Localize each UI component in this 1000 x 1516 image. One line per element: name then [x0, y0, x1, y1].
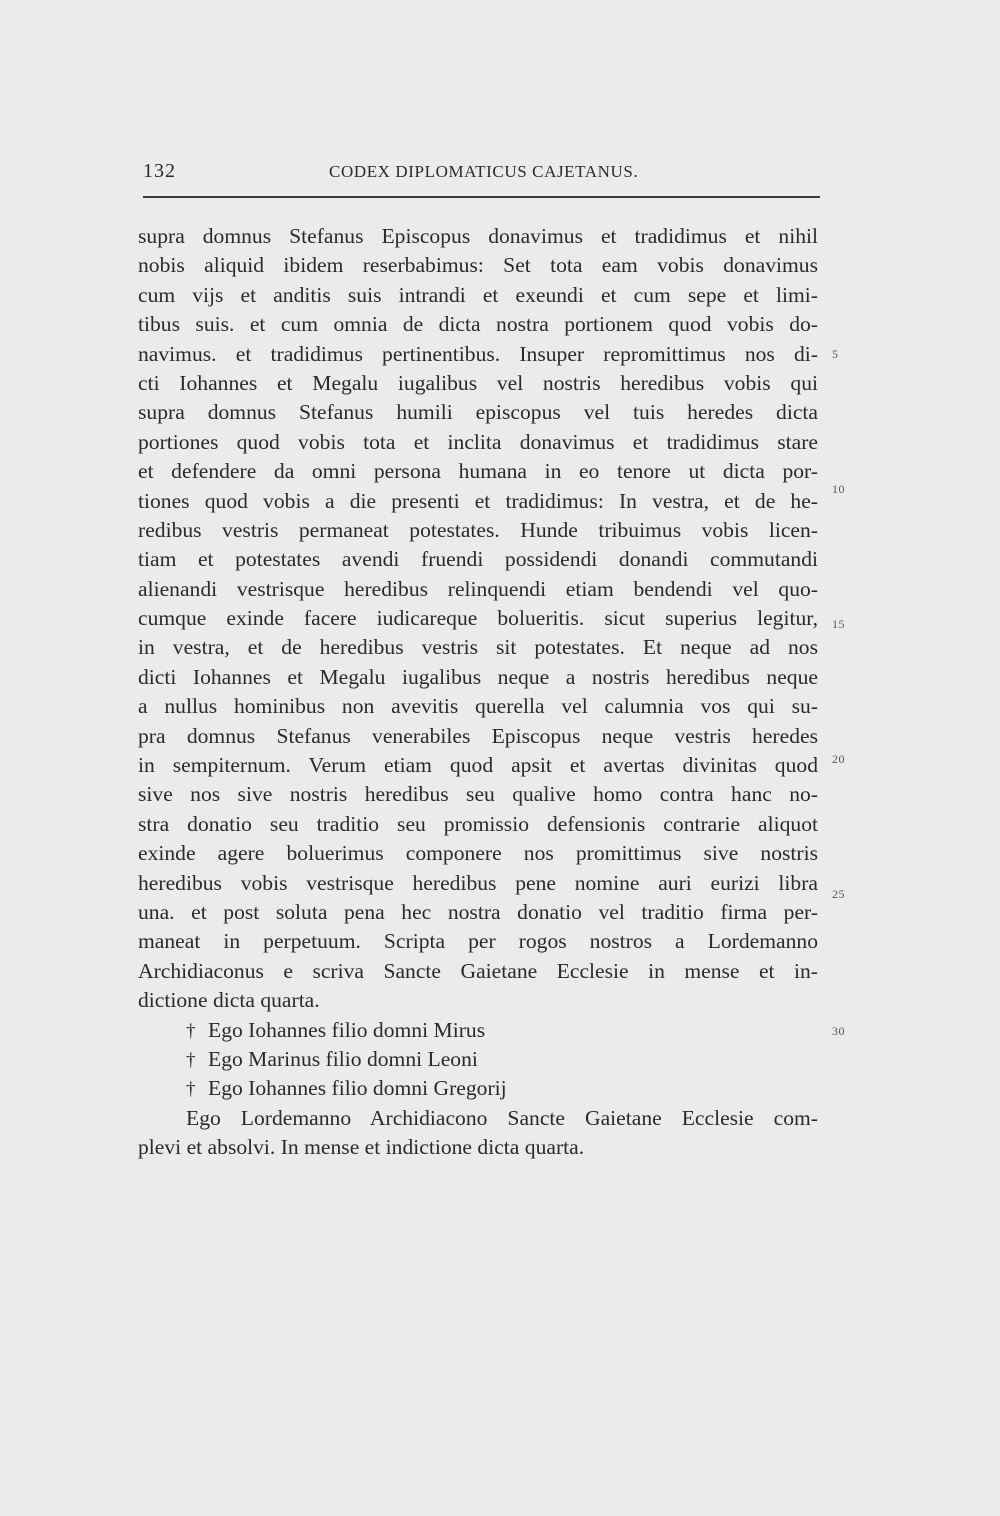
line-number-5: 5	[832, 347, 839, 361]
cross-icon: †	[186, 1049, 196, 1071]
text-line: sive nos sive nostris heredibus seu qualive homo contra hanc no-	[138, 782, 818, 807]
signature-line	[138, 1016, 818, 1045]
signature-text: Ego Iohannes filio domni Gregorij	[208, 1076, 507, 1101]
text-line: et defendere da omni persona humana in eo tenore ut dicta por-	[138, 459, 818, 484]
closing-line: Ego Lordemanno Archidiacono Sancte Gaietane Ecclesie com-	[186, 1105, 818, 1130]
text-line: a nullus hominibus non avevitis querella vel calumnia vos qui su-	[138, 694, 818, 719]
text-line: Archidiaconus e scriva Sancte Gaietane Ecclesie in mense et in-	[138, 958, 818, 983]
text-line: cumque exinde facere iudicareque bolueritis. sicut superius legitur,	[138, 606, 818, 631]
signature-line	[138, 1045, 818, 1074]
charter-text	[138, 222, 818, 1163]
line-number-20: 20	[832, 752, 845, 766]
text-line: cti Iohannes et Megalu iugalibus vel nostris heredibus vobis qui	[138, 370, 818, 395]
header-rule	[143, 196, 820, 198]
cross-icon: †	[186, 1020, 196, 1042]
signature-text: Ego Marinus filio domni Leoni	[208, 1046, 478, 1071]
text-line: redibus vestris permaneat potestates. Hunde tribuimus vobis licen-	[138, 517, 818, 542]
text-line: in vestra, et de heredibus vestris sit potestates. Et neque ad nos	[138, 635, 818, 660]
text-line: heredibus vobis vestrisque heredibus pene nomine auri eurizi libra	[138, 870, 818, 895]
line-number-30: 30	[832, 1024, 845, 1038]
line-number-10: 10	[832, 482, 845, 496]
line-number-25: 25	[832, 887, 845, 901]
text-line: tibus suis. et cum omnia de dicta nostra portionem quod vobis do-	[138, 312, 818, 337]
cross-icon: †	[186, 1079, 196, 1101]
running-title: CODEX DIPLOMATICUS CAJETANUS.	[329, 162, 639, 181]
text-line: exinde agere boluerimus componere nos promittimus sive nostris	[138, 841, 818, 866]
text-line: supra domnus Stefanus humili episcopus vel tuis heredes dicta	[138, 400, 818, 425]
page-header	[143, 160, 820, 190]
text-line: pra domnus Stefanus venerabiles Episcopus neque vestris heredes	[138, 723, 818, 748]
text-line: alienandi vestrisque heredibus relinquendi etiam bendendi vel quo-	[138, 576, 818, 601]
text-line: portiones quod vobis tota et inclita donavimus et tradidimus stare	[138, 429, 818, 454]
signature-text: Ego Iohannes filio domni Mirus	[208, 1017, 486, 1042]
text-line: una. et post soluta pena hec nostra donatio vel traditio firma per-	[138, 899, 818, 924]
text-line: stra donatio seu traditio seu promissio defensionis contrarie aliquot	[138, 811, 818, 836]
text-line: in sempiternum. Verum etiam quod apsit et avertas divinitas quod	[138, 753, 818, 778]
text-line: dicti Iohannes et Megalu iugalibus neque a nostris heredibus neque	[138, 664, 818, 689]
text-line: tiam et potestates avendi fruendi possidendi donandi commutandi	[138, 547, 818, 572]
page-number: 132	[143, 160, 176, 182]
text-line: supra domnus Stefanus Episcopus donavimus et tradidimus et nihil	[138, 224, 818, 248]
text-line: navimus. et tradidimus pertinentibus. Insuper repromittimus nos di-	[138, 341, 818, 366]
text-line: tiones quod vobis a die presenti et tradidimus: In vestra, et de he-	[138, 488, 818, 513]
signature-line	[138, 1074, 818, 1103]
line-number-15: 15	[832, 617, 845, 631]
closing-line: plevi et absolvi. In mense et indictione dicta quarta.	[138, 1135, 585, 1160]
text-line: dictione dicta quarta.	[138, 988, 320, 1013]
text-line: maneat in perpetuum. Scripta per rogos nostros a Lordemanno	[138, 929, 818, 954]
text-line: nobis aliquid ibidem reserbabimus: Set tota eam vobis donavimus	[138, 253, 818, 278]
text-line: cum vijs et anditis suis intrandi et exeundi et cum sepe et limi-	[138, 282, 818, 307]
